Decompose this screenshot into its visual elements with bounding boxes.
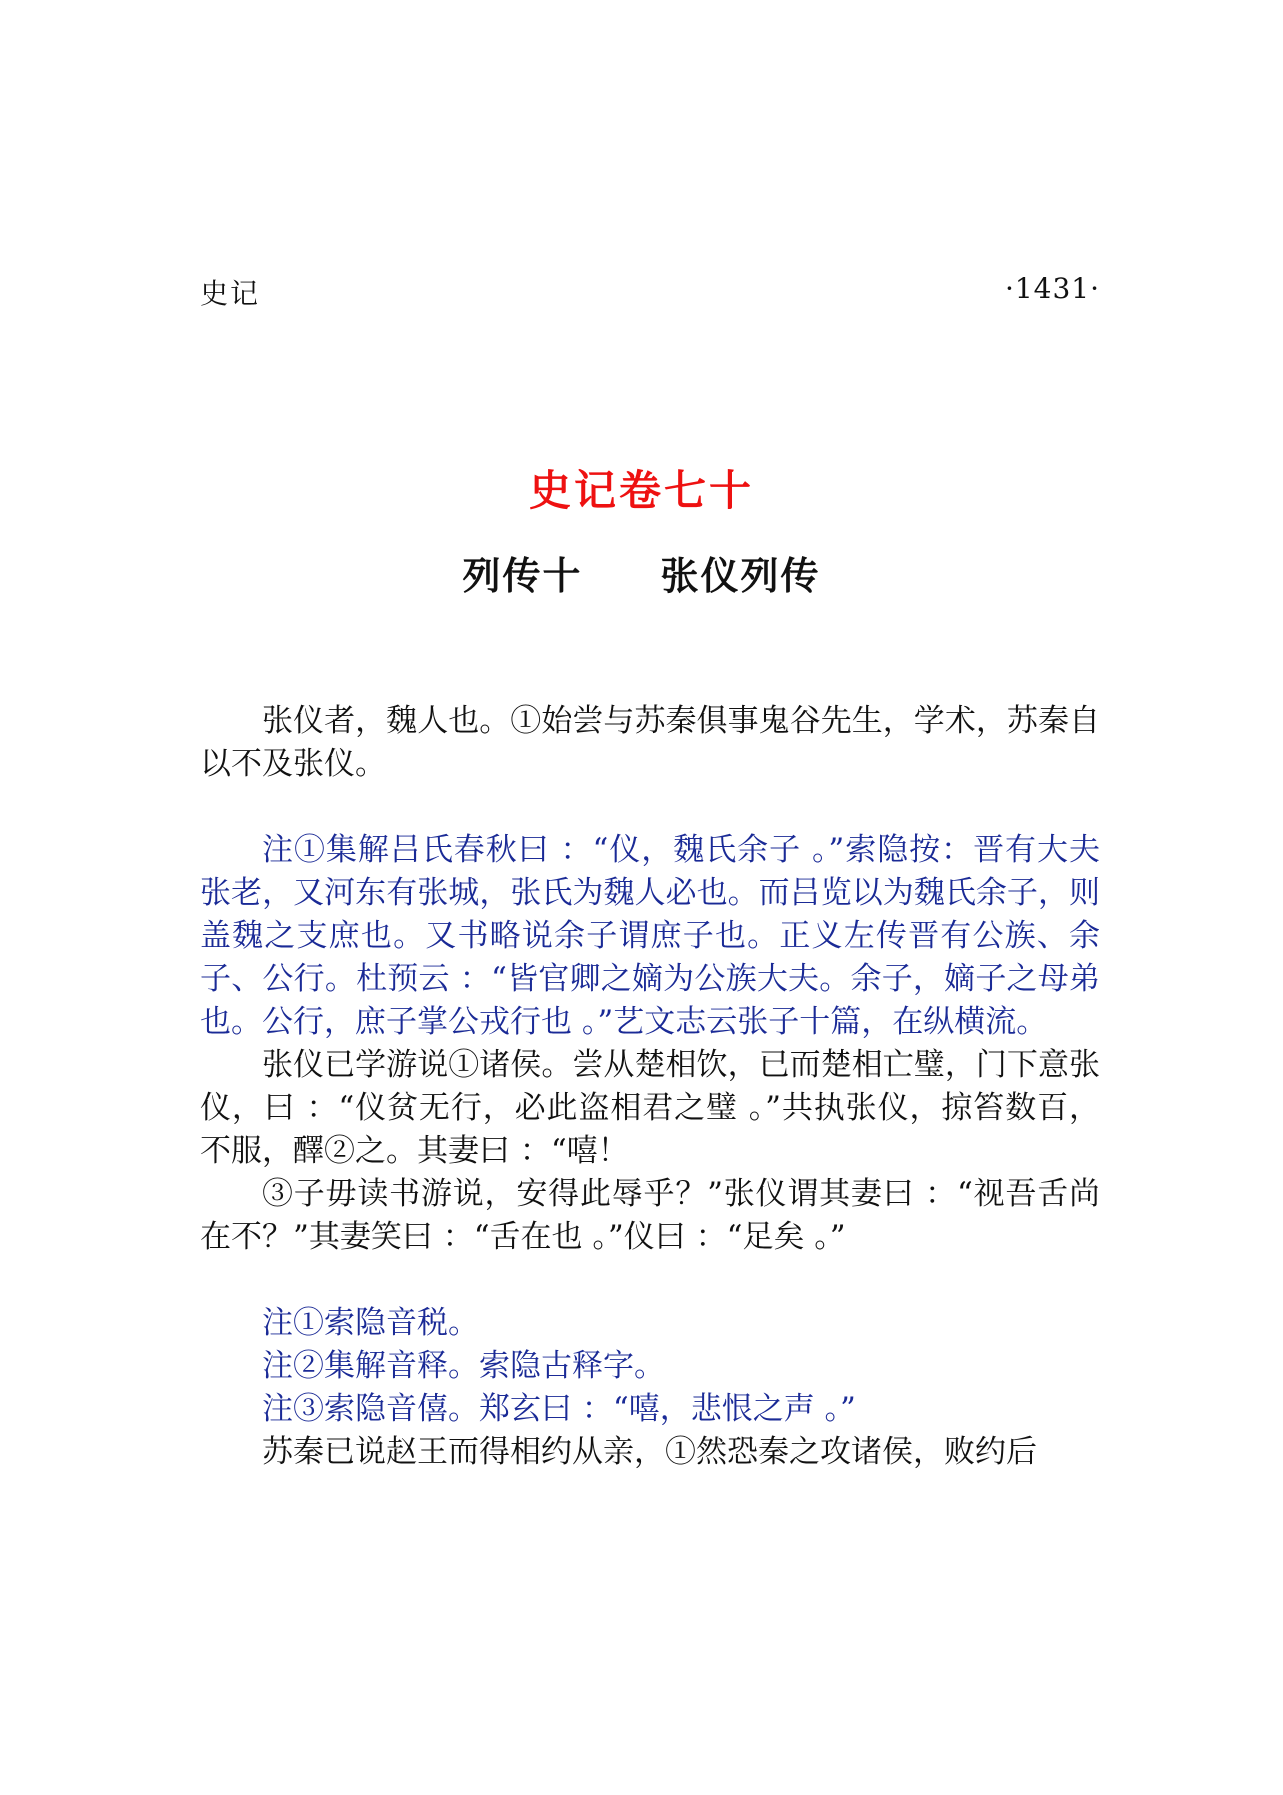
volume-title: 史记卷七十 [528, 466, 754, 515]
paragraph: ③子毋读书游说，安得此辱乎？”张仪谓其妻曰 ：“视吾舌尚在不？”其妻笑曰 ：“舌在也 。”仪曰 ：“足矣 。” [200, 1176, 1100, 1255]
paragraph: 张仪者，魏人也。①始尝与苏秦俱事鬼谷先生，学术，苏秦自以不及张仪。 [200, 703, 1100, 782]
running-header [200, 272, 1100, 312]
paragraph-spacer [200, 786, 1100, 829]
page-number: ·1431· [1004, 272, 1100, 305]
chapter-name: 张仪列传 [660, 554, 821, 598]
paragraph: 苏秦已说赵王而得相约从亲，①然恐秦之攻诸侯，败约后 [262, 1434, 1037, 1470]
chapter-title [0, 545, 1283, 600]
annotation-note: 注②集解音释。索隐古释字。 [262, 1348, 665, 1384]
annotation-note: 注①集解吕氏春秋曰 ：“仪，魏氏余子 。”索隐按：晋有大夫张老，又河东有张城，张氏为魏人必也。而吕览以为魏氏余子，则盖魏之支庶也。又书略说余子谓庶子也。正义左传晋有公族、余子、公行。杜预云 ：“皆官卿之嫡为公族大夫。余子，嫡子之母弟也。公行，庶子掌公戎行也 。”艺文志云张子十篇，在纵横流。 [200, 832, 1100, 1040]
chapter-section: 列传十 [462, 554, 583, 598]
book-title: 史记 [200, 277, 261, 310]
body-text [200, 700, 1100, 1474]
paragraph: 张仪已学游说①诸侯。尝从楚相饮，已而楚相亡璧，门下意张仪，曰 ：“仪贫无行，必此盗相君之璧 。”共执张仪，掠笞数百，不服，醳②之。其妻曰 ：“嘻！ [200, 1047, 1100, 1169]
annotation-note: 注③索隐音僖。郑玄曰 ：“嘻，悲恨之声 。” [262, 1391, 856, 1427]
annotation-note: 注①索隐音税。 [262, 1305, 479, 1341]
paragraph-spacer [200, 1259, 1100, 1302]
